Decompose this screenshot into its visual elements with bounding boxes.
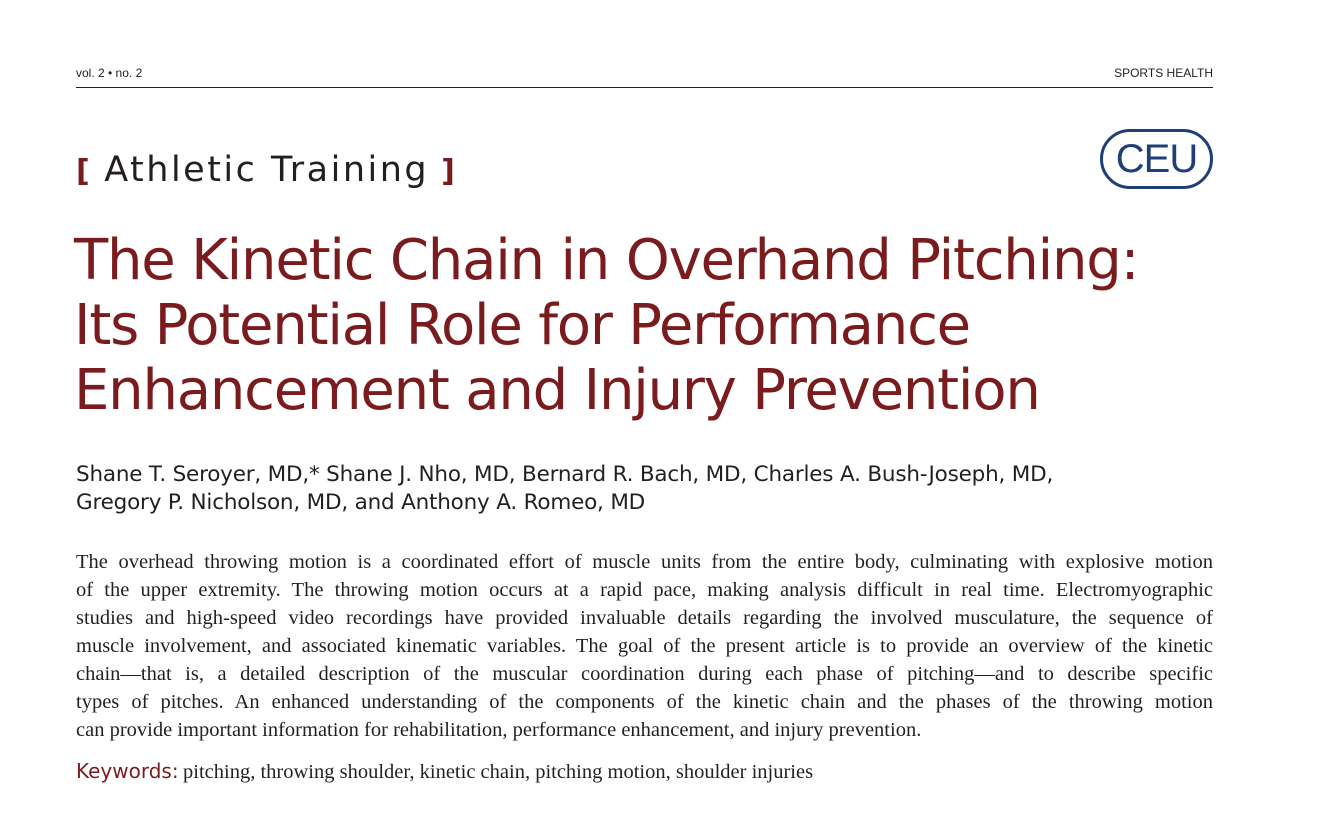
- author-line: Gregory P. Nicholson, MD, and Anthony A. Romeo, MD: [76, 490, 646, 515]
- article-title: [74, 228, 1234, 423]
- keywords: [76, 757, 813, 788]
- abstract-line: The overhead throwing motion is a coordinated effort of muscle units from the entire body, culminating with explosive motion: [76, 551, 1213, 573]
- section-label-text: Athletic Training: [104, 150, 430, 190]
- abstract-line: can provide important information for rehabilitation, performance enhancement, and injury prevention.: [76, 719, 922, 741]
- abstract-line: studies and high-speed video recordings have provided invaluable details regarding the involved musculature, the sequence of: [76, 607, 1213, 629]
- section-close-bracket: ]: [441, 154, 458, 189]
- volume-issue: vol. 2 • no. 2: [76, 66, 143, 80]
- section-open-bracket: [: [76, 154, 93, 189]
- abstract: [76, 548, 1213, 744]
- running-header: [76, 66, 1213, 88]
- keywords-list: pitching, throwing shoulder, kinetic chain, pitching motion, shoulder injuries: [183, 761, 814, 783]
- title-line: Its Potential Role for Performance: [74, 293, 970, 358]
- abstract-line: types of pitches. An enhanced understanding of the components of the kinetic chain and the phases of the throwing motion: [76, 691, 1213, 713]
- abstract-line: of the upper extremity. The throwing motion occurs at a rapid pace, making analysis difficult in real time. Electromyographic: [76, 579, 1213, 601]
- ceu-badge: [1100, 129, 1213, 189]
- abstract-line: chain—that is, a detailed description of the muscular coordination during each phase of pitching—and to describe specific: [76, 663, 1213, 685]
- section-label: [76, 150, 457, 192]
- title-line: The Kinetic Chain in Overhand Pitching:: [74, 228, 1139, 293]
- author-line: Shane T. Seroyer, MD,* Shane J. Nho, MD, Bernard R. Bach, MD, Charles A. Bush-Joseph, MD,: [76, 462, 1054, 487]
- keywords-label: Keywords:: [76, 759, 179, 783]
- title-line: Enhancement and Injury Prevention: [74, 358, 1040, 423]
- author-list: [76, 461, 1226, 517]
- ceu-badge-text: CEU: [1115, 137, 1198, 181]
- abstract-line: muscle involvement, and associated kinematic variables. The goal of the present article is to provide an overview of the kinetic: [76, 635, 1213, 657]
- journal-name: SPORTS HEALTH: [1114, 66, 1213, 80]
